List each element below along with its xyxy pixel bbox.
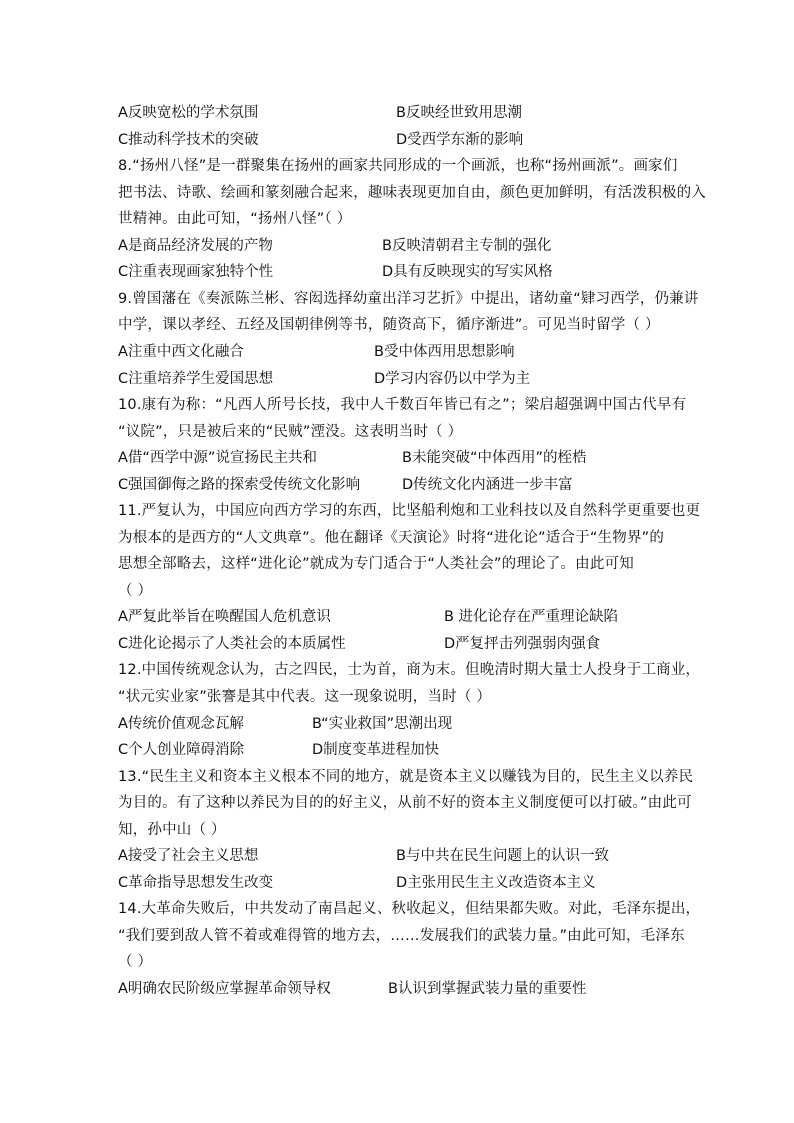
q12-option-b: B“实业救国”思潮出现 bbox=[312, 716, 453, 732]
q8-option-a: A是商品经济发展的产物 bbox=[118, 238, 273, 254]
q14-option-b: B认识到掌握武装力量的重要性 bbox=[388, 981, 587, 997]
q10-stem-line-2: “议院”，只是被后来的“民贼”湮没。这表明当时（ ） bbox=[118, 424, 463, 440]
q8-stem-line-3: 世精神。由此可知，“扬州八怪”（ ） bbox=[118, 211, 352, 227]
q8-stem-line-1: 8.“扬州八怪”是一群聚集在扬州的画家共同形成的一个画派，也称“扬州画派”。画家们 bbox=[118, 158, 678, 174]
q7-option-c: C推动科学技术的突破 bbox=[118, 132, 259, 148]
q14-option-a: A明确农民阶级应掌握革命领导权 bbox=[118, 981, 331, 997]
q12-option-c: C个人创业障碍消除 bbox=[118, 742, 245, 758]
q7-option-d: D受西学东渐的影响 bbox=[396, 132, 524, 148]
q9-option-b: B受中体西用思想影响 bbox=[374, 344, 515, 360]
q8-option-c: C注重表现画家独特个性 bbox=[118, 264, 274, 280]
q13-option-c: C革命指导思想发生改变 bbox=[118, 875, 274, 891]
q9-option-c: C注重培养学生爱国思想 bbox=[118, 371, 274, 387]
q8-stem-line-2: 把书法、诗歌、绘画和篆刻融合起来，趣味表现更加自由，颜色更加鲜明，有活泼积极的入 bbox=[118, 185, 706, 201]
q12-option-d: D制度变革进程加快 bbox=[312, 742, 440, 758]
q13-stem-line-3: 知，孙中山（ ） bbox=[118, 822, 226, 838]
q10-option-a: A借“西学中源”说宣扬民主共和 bbox=[118, 450, 317, 466]
q10-option-b: B未能突破“中体西用”的桎梏 bbox=[402, 450, 587, 466]
q14-stem-line-3: （ ） bbox=[118, 954, 153, 970]
q8-option-b: B反映清朝君主专制的强化 bbox=[382, 238, 552, 254]
q13-option-d: D主张用民生主义改造资本主义 bbox=[396, 875, 596, 891]
q14-stem-line-1: 14.大革命失败后，中共发动了南昌起义、秋收起义，但结果都失败。对此，毛泽东提出， bbox=[118, 901, 701, 917]
q7-option-b: B反映经世致用思潮 bbox=[396, 105, 522, 121]
q9-option-a: A注重中西文化融合 bbox=[118, 344, 244, 360]
q8-option-d: D具有反映现实的写实风格 bbox=[382, 264, 553, 280]
q11-stem-line-2: 为根本的是西方的“人文典章”。他在翻译《天演论》时将“进化论”适合于“生物界”的 bbox=[118, 530, 665, 546]
q11-stem-line-4: （ ） bbox=[118, 583, 153, 599]
q9-option-d: D学习内容仍以中学为主 bbox=[374, 371, 531, 387]
q7-option-a: A反映宽松的学术氛围 bbox=[118, 105, 259, 121]
q10-option-d: D传统文化内涵进一步丰富 bbox=[402, 477, 573, 493]
q14-stem-line-2: “我们要到敌人管不着或难得管的地方去，……发展我们的武装力量。”由此可知，毛泽东 bbox=[118, 928, 685, 944]
q11-option-d: D严复抨击列强弱肉强食 bbox=[444, 636, 601, 652]
q13-option-a: A接受了社会主义思想 bbox=[118, 848, 259, 864]
q9-stem-line-1: 9.曾国藩在《奏派陈兰彬、容闳选择幼童出洋习艺折》中提出，诸幼童“肄习西学，仍兼讲 bbox=[118, 291, 699, 307]
q13-stem-line-2: 为目的。有了这种以养民为目的的好主义，从前不好的资本主义制度便可以打破。”由此可 bbox=[118, 795, 692, 811]
q11-option-c: C进化论揭示了人类社会的本质属性 bbox=[118, 636, 346, 652]
q10-option-c: C强国御侮之路的探索受传统文化影响 bbox=[118, 477, 361, 493]
q11-option-b: B 进化论存在严重理论缺陷 bbox=[444, 609, 619, 625]
q11-stem-line-3: 思想全部略去，这样“进化论”就成为专门适合于“人类社会”的理论了。由此可知 bbox=[118, 556, 634, 572]
q9-stem-line-2: 中学，课以孝经、五经及国朝律例等书，随资高下，循序渐进”。可见当时留学（ ） bbox=[118, 317, 660, 333]
q12-stem-line-1: 12.中国传统观念认为，古之四民，士为首，商为末。但晚清时期大量士人投身于工商业， bbox=[118, 662, 701, 678]
q10-stem-line-1: 10.康有为称：“凡西人所号长技，我中人千数百年皆已有之”；梁启超强调中国古代早有 bbox=[118, 397, 687, 413]
q13-option-b: B与中共在民生问题上的认识一致 bbox=[396, 848, 609, 864]
q11-stem-line-1: 11.严复认为，中国应向西方学习的东西，比坚船利炮和工业科技以及自然科学更重要也更 bbox=[118, 503, 701, 519]
q12-stem-line-2: “状元实业家”张謇是其中代表。这一现象说明，当时（ ） bbox=[118, 689, 492, 705]
q12-option-a: A传统价值观念瓦解 bbox=[118, 716, 244, 732]
q11-option-a: A严复此举旨在唤醒国人危机意识 bbox=[118, 609, 331, 625]
q13-stem-line-1: 13.“民生主义和资本主义根本不同的地方，就是资本主义以赚钱为目的，民生主义以养民 bbox=[118, 769, 694, 785]
